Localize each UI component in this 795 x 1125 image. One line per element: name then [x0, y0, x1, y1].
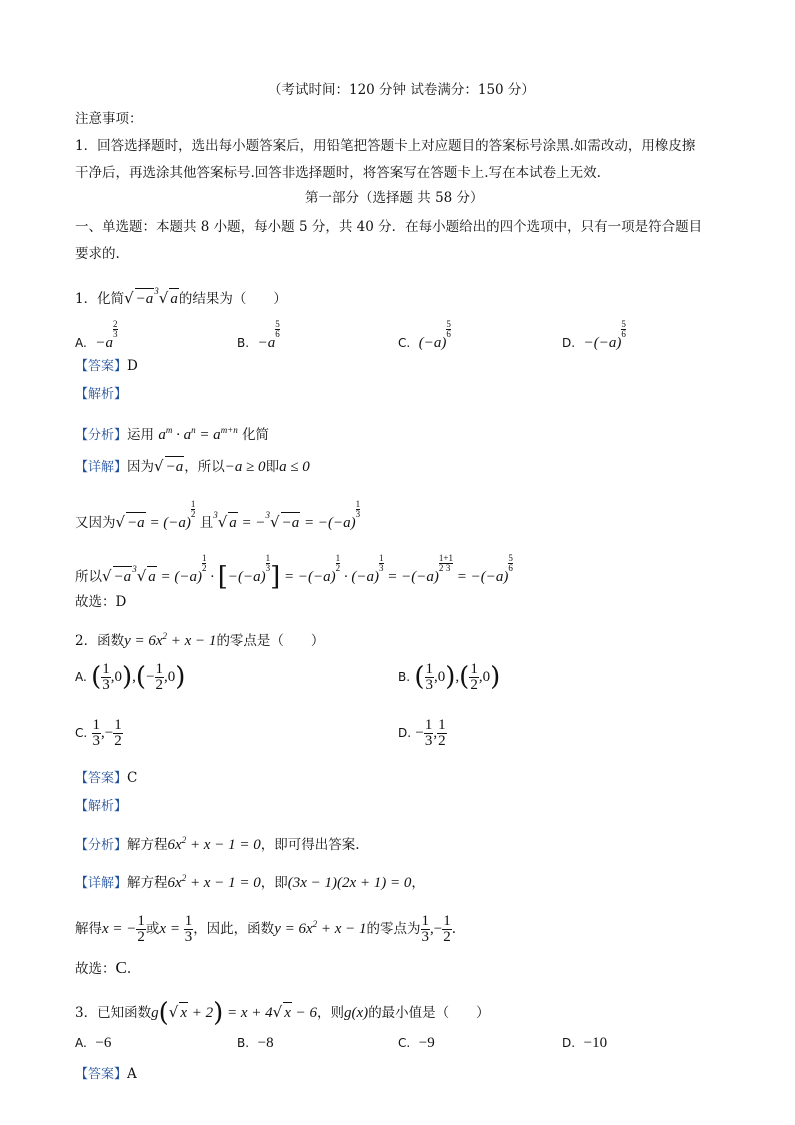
q1-detail-line-1: 【详解】因为√ −a，所以−a ≥ 0即a ≤ 0 — [75, 457, 310, 475]
q1-option-d: D. −(−a) $\frac{5}{6}$ — [562, 319, 626, 351]
q2-option-b: B. ( $\frac{1}{3}$ ,0),( $\frac{1}{2}$ ,0) — [398, 661, 501, 693]
q2-stem: 2．函数$y = 6x^2 + x - 1$的零点是（ ） — [75, 631, 325, 649]
q1-final: 故选：D — [75, 594, 127, 610]
q1-stem: 1．化简√ $-a^3√$ a的结果为（ ） — [75, 286, 287, 307]
q2-final: 故选：C. — [75, 958, 132, 977]
q2-option-c: C. $\frac{1}{3}$ ,− $\frac{1}{2}$ — [75, 717, 122, 749]
part-title: 第一部分（选择题 共 58 分） — [305, 190, 484, 206]
notice-title: 注意事项： — [75, 111, 143, 127]
notice-item-1-line-1: 1．回答选择题时，选出每小题答案后，用铅笔把答题卡上对应题目的答案标号涂黑.如需改动，用橡皮擦 — [75, 138, 696, 154]
q1-detail-line-3: 所以√ $-a^3√$ a = (−a) $\frac{1}{2}$ · [−(−a) $\frac{1}{3}$ ] = −(−a) $\frac{1}{2}$ · (−a) $\frac{1}{3}$ = −(−a) $\frac{1}{2}$ $\frac{+1}{3}$ = −(−a) $\frac{5}{6}$ — [75, 553, 513, 592]
exam-info: （考试时间：120 分钟 试卷满分：150 分） — [268, 82, 535, 98]
q1-fenxi: 【分析】运用 $a^m \cdot a^n = a^{m+n}$ 化简 — [75, 425, 270, 443]
q3-option-b: B. −8 — [237, 1035, 274, 1051]
q1-detail-line-2: 又因为√ −a = (−a) $\frac{1}{2}$ 且$^3$√ a = −$^3$√ −a = −(−a) $\frac{1}{3}$ — [75, 499, 361, 531]
q2-analysis-label: 【解析】 — [75, 799, 128, 814]
q2-option-a: A. ( $\frac{1}{3}$ ,0),(− $\frac{1}{2}$ ,0) — [75, 661, 186, 693]
q3-option-d: D. −10 — [562, 1035, 608, 1051]
q1-option-b: B. −a $\frac{5}{6}$ — [237, 319, 280, 351]
q3-option-a: A. −6 — [75, 1035, 112, 1051]
q2-option-d: D. − $\frac{1}{3}$ , $\frac{1}{2}$ — [398, 717, 446, 749]
q2-detail-line-1: 【详解】解方程$6x^2 + x - 1 = 0$，即(3x − 1)(2x + 1) = 0， — [75, 873, 425, 891]
q1-option-a: A. −a $\frac{2}{3}$ — [75, 319, 118, 351]
q2-detail-line-2: 解得x = − $\frac{1}{2}$ 或x = $\frac{1}{3}$ ，因此，函数$y = 6x^2 + x - 1$的零点为 $\frac{1}{3}$ ,− $\frac{1}{2}$ . — [75, 913, 457, 945]
q1-analysis-label: 【解析】 — [75, 387, 128, 402]
notice-item-1-line-2: 干净后，再选涂其他答案标号.回答非选择题时，将答案写在答题卡上.写在本试卷上无效. — [75, 165, 601, 181]
q2-answer: 【答案】C — [75, 770, 138, 786]
section-desc-line-2: 要求的. — [75, 246, 120, 262]
q1-answer: 【答案】D — [75, 358, 138, 374]
q1-expression: √ $-a^3√$ a — [124, 286, 178, 307]
q3-answer: 【答案】A — [75, 1066, 137, 1082]
section-desc-line-1: 一、单选题：本题共 8 小题，每小题 5 分，共 40 分．在每小题给出的四个选项中，只有一项是符合题目 — [75, 219, 703, 235]
q1-option-c: C. (−a) $\frac{5}{6}$ — [398, 319, 451, 351]
q3-option-c: C. −9 — [398, 1035, 435, 1051]
q2-fenxi: 【分析】解方程$6x^2 + x - 1 = 0$，即可得出答案. — [75, 835, 360, 853]
q3-stem: 3．已知函数g(√ x + 2) = x + 4√ x − 6，则g(x)的最小值是（ ） — [75, 998, 490, 1028]
